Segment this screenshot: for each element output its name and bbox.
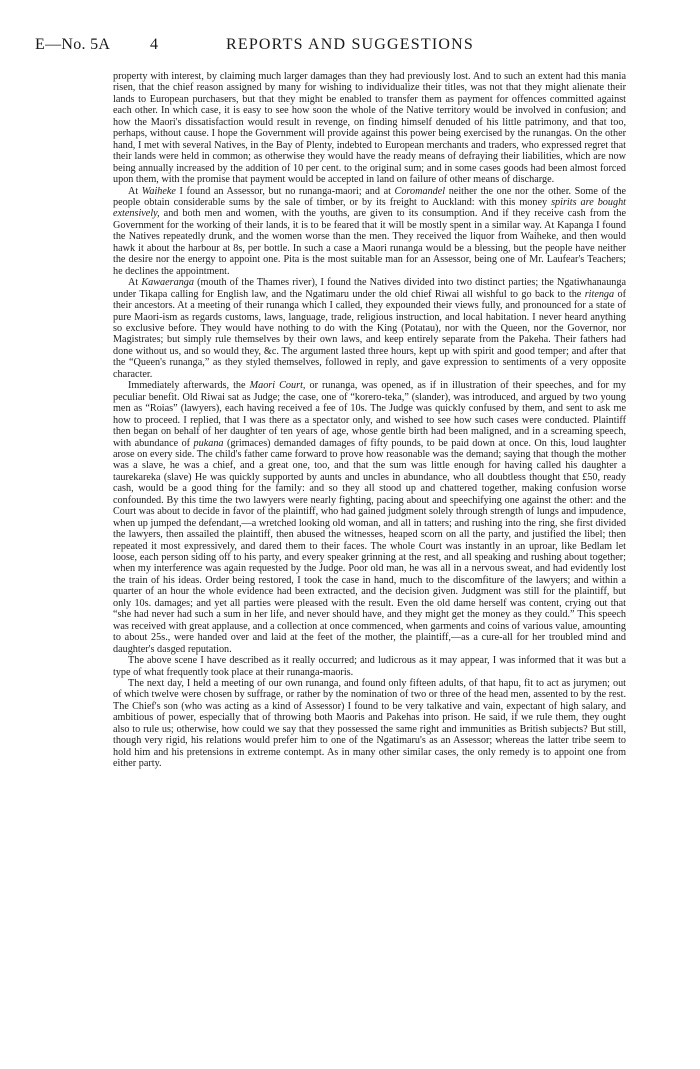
- text-run: (mouth of the Thames river), I found the Natives divided into two distinct parties; the Ngatiwhanaunga under Tikapa calling for English law, and the Ngatimaru under the old chief Riwai all wishful to go back to the: [113, 277, 627, 300]
- text-run: Immediately afterwards, the: [128, 380, 250, 392]
- page-header: [35, 36, 665, 56]
- page-number: 4: [150, 36, 159, 53]
- body-paragraph: [113, 678, 626, 770]
- body-paragraph: [113, 277, 626, 380]
- italic-run: Waiheke: [141, 185, 176, 197]
- text-run: I found an Assessor, but no runanga-maori; and at: [175, 185, 395, 197]
- italic-run: spirits are bought extensively,: [113, 196, 627, 220]
- text-run: property with interest, by claiming much larger damages than they had previously lost. And to such an extent had this mania risen, that the chief reason assigned by many for wishing to individualize their titles, was not that they might alienate their lands to European purchasers, but that they might be enabled to transfer them as payment for offences committed against each other. In which case, it is easy to see how soon the whole of the Native territory would be involved in confusion; and how the Maori's dissatisfaction would result in revenge, on finding himself denuded of his little patrimony, and that too, perhaps, without cause. I hope the Government will provide against this power being exercised by the runangas. On the other hand, I met with several Natives, in the Bay of Plenty, indebted to European merchants and traders, who expressed regret that their lands were held in common; as otherwise they would have the ready means of defraying their liabilities, which are now being annually increased by the addition of 10 per cent. to the original sum; and in some cases goods had been almost forced upon them, with the promise that payment would be accepted in land on failure of other means of discharge.: [113, 71, 626, 186]
- italic-run: Kawaeranga: [141, 277, 194, 289]
- text-run: (grimaces) demanded damages of fifty pounds, to be paid down at once. On this, loud laughter arose on every side. The child's father came forward to prove how reasonable was the demand; saying that though the mother was a slave, he was a chief, and a great one, too, and that the sum was little enough for having called his daughter a taurekareka (slave) He was quickly supported by aunts and uncles in abundance, who all doubtless thought that £50, ready cash, would be a good thing for the family: and so they all stood up and chattered together, making confusion worse confounded. By this time the two lawyers were nearly fighting, pacing about and speechifying one against the other: and the Court was about to decide in favor of the plaintiff, who had gained judgment solely through strength of lungs and impudence, when up jumped the defendant,—a wretched looking old woman, and all in tatters; and rushing into the ring, she first divided the lawyers, then assailed the plaintiff, then abused the witnesses, heaped scorn on all the party, and justified the libel; then repeated it most expressively, and dared them to their faces. The whole Court was instantly in an uproar, like Bedlam let loose, each person siding off to his party, and every speaker grinning at the rest, and all speaking and rushing about together; when my interference was again requested by the Judge. Poor old man, he was all in a nervous sweat, and had evidently lost the train of his ideas. Order being restored, I took the case in hand, much to the discomfiture of the lawyers; and within a quarter of an hour the whole evidence had been extracted, and the decision given. Judgment was still for the plaintiff, but only 10s. damages; and yet all parties were pleased with the result. Even the old dame herself was content, crying out that “she had never had such a sum in her life, and never should have, and they might get the money as they could.” This speech was received with great applause, and a collection at once commenced, when garments and coins of various value, amounting to about 25s., were handed over and laid at the feet of the mother, the plaintiff,—as a cure-all for her troubled mind and daughter's dasged reputation.: [113, 437, 626, 655]
- italic-run: Maori Court,: [249, 380, 306, 392]
- text-run: The above scene I have described as it really occurred; and ludicrous as it may appear, I was informed that it was but a type of what frequently took place at their runanga-maoris.: [113, 655, 626, 678]
- body-paragraph: [113, 655, 626, 678]
- text-run: or runanga, was opened, as if in illustration of their speeches, and for my peculiar benefit. Old Riwai sat as Judge; the case, one of “korero-teka,” (slander), was introduced, and argued by two young men as “Roias” (lawyers), each having received a fee of 10s. The Judge was quickly confused by them, and sent to ask me how to proceed. I replied, that I was there as a spectator only, and wished to see how such cases were conducted. Plaintiff then began on behalf of her daughter of ten years of age, whose gentle birth had been maligned, and in a screaming speech, with abundance of: [113, 380, 627, 449]
- italic-run: Coromandel: [394, 185, 446, 197]
- text-run: The next day, I held a meeting of our own runanga, and found only fifteen adults, of that hapu, fit to act as jurymen; out of which twelve were chosen by suffrage, or rather by the nomination of two or three of the head men, assented to by the rest. The Chief's son (who was acting as a kind of Assessor) I found to be very talkative and vain, expectant of high salary, and ambitious of power, especially that of throwing both Maoris and Pakehas into prison. He said, if we rule them, they ought also to rule us; otherwise, how could we say that they possessed the same right and immunities as British subjects? But still, though very rigid, his relations would prefer him to one of the Ngatimaru's as an Assessor; whereas the latter tribe seem to hold him and his pretensions in extreme contempt. As in many other similar cases, the only remedy is to appoint one from either party.: [113, 678, 626, 770]
- italic-run: pukana: [193, 437, 224, 449]
- text-run: At: [128, 277, 142, 289]
- text-run: neither the one nor the other. Some of the people obtain considerable sums by the sale of timber, or by its freight to Auckland: with this money: [113, 185, 627, 208]
- body-paragraph: [113, 71, 626, 186]
- body-paragraph: [113, 186, 626, 278]
- body-paragraph: [113, 380, 626, 655]
- text-run: of their ancestors. At a meeting of their runanga which I called, they expounded their views fully, and pronounced for a state of pure Maori-ism as regards customs, laws, language, trade, religious instruction, and local habitation. I never heard anything so exclusive before. They would have nothing to do with the King (Potatau), nor with the Queen, nor the Governor, nor Magistrates; but simply rule themselves by their own laws, and keep entirely separate from the Pakeha. Their fathers had done without us, and so would they, &c. The argument lasted three hours, kept up with spirit and good temper; and after that the “Queen's runanga,” as they styled themselves, followed in reply, and gave expression to sentiments of a very opposite character.: [113, 288, 626, 380]
- report-body: [113, 71, 626, 770]
- document-reference: E—No. 5A: [35, 36, 111, 53]
- text-run: and both men and women, with the youths, are given to its consumption. And if they receive cash from the Government for the working of their lands, it is to be feared that it will be mostly spent in a similar way. At Kapanga I found the Natives repeatedly drunk, and the women worse than the men. They received the liquor from Waiheke, and then would hawk it about the harbour at 8s, per bottle. In such a case a Maori runanga would be a blessing, but the people have neither the desire nor the energy to appoint one. Pita is the most suitable man for an Assessor, being one of Mr. Laufear's Teachers; he declines the appointment.: [113, 208, 626, 277]
- italic-run: ritenga: [584, 288, 615, 300]
- text-run: At: [128, 185, 142, 197]
- running-title: REPORTS AND SUGGESTIONS: [225, 36, 474, 53]
